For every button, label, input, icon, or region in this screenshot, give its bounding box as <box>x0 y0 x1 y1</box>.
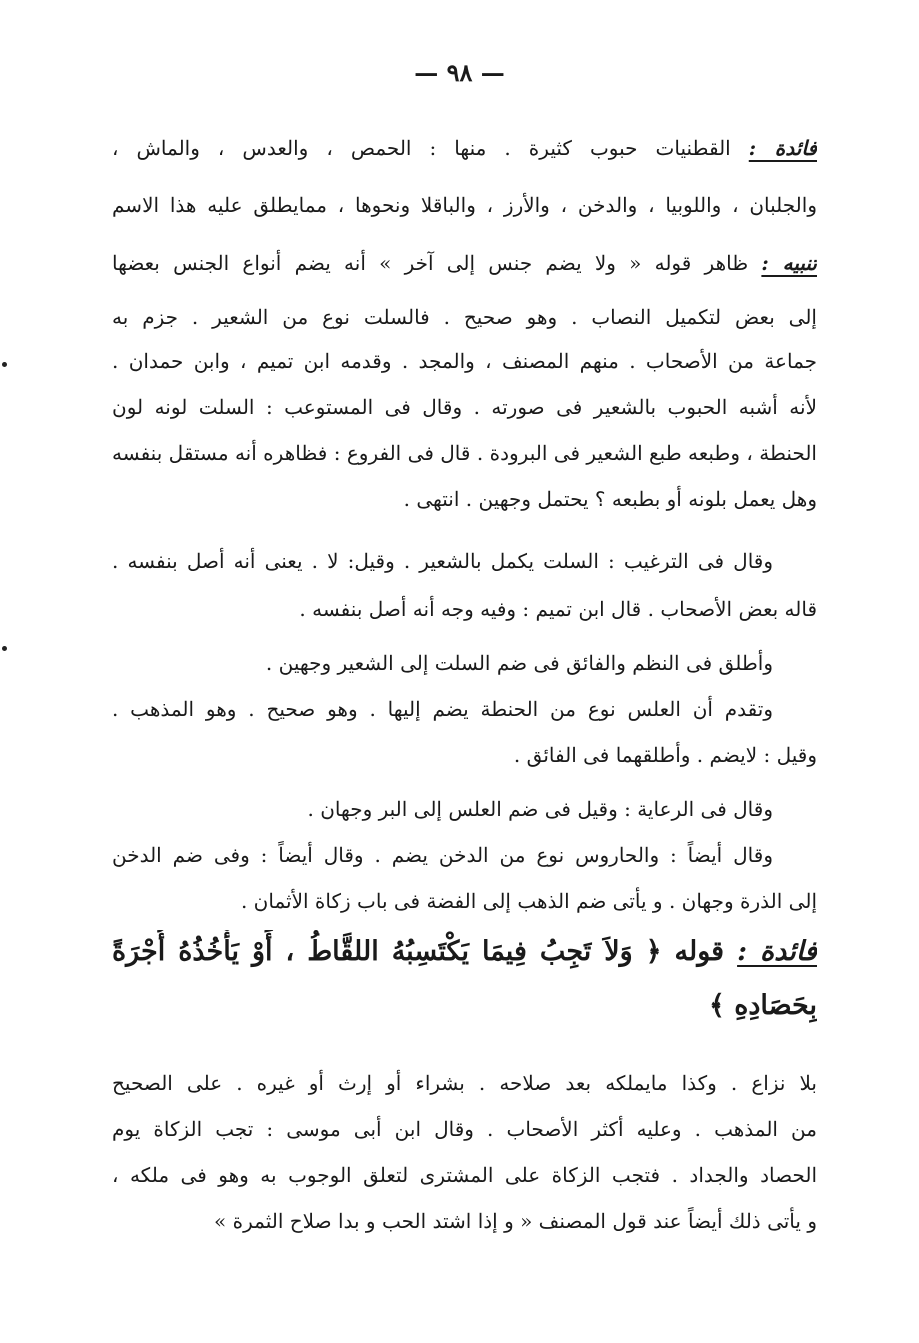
text-line: إلى بعض لتكميل النصاب . وهو صحيح . فالسلت نوع من الشعير . جزم به <box>112 305 817 329</box>
text-line: تنبيه : ظاهر قوله « ولا يضم جنس إلى آخر » أنه يضم أنواع الجنس بعضها <box>112 251 817 275</box>
paragraph-nazm <box>112 646 817 680</box>
note-label: فائدة : <box>737 936 817 967</box>
note-label: تنبيه : <box>761 251 817 275</box>
paragraph-qutniyat <box>112 131 817 165</box>
text-line: لأنه أشبه الحبوب بالشعير فى صورته . وقال فى المستوعب : السلت لونه لون <box>112 395 817 419</box>
text-line: جماعة من الأصحاب . منهم المصنف ، والمجد . وقدمه ابن تميم ، وابن حمدان . <box>112 349 817 373</box>
text-line: وقال فى الرعاية : وقيل فى ضم العلس إلى البر وجهان . <box>307 797 773 821</box>
scan-speck <box>2 646 7 651</box>
paragraph-bila-niza <box>112 1066 817 1238</box>
text-line: إلى الذرة وجهان . و يأتى ضم الذهب إلى الفضة فى باب زكاة الأثمان . <box>240 889 817 913</box>
text-line: الحنطة ، وطبعه طبع الشعير فى البرودة . قال فى الفروع : فظاهره أنه مستقل بنفسه <box>112 441 817 465</box>
paragraph-alas <box>112 692 817 772</box>
text-line: وقال أيضاً : والحاروس نوع من الدخن يضم . وقال أيضاً : وفى ضم الدخن <box>112 843 773 867</box>
text-line: فائدة : القطنيات حبوب كثيرة . منها : الحمص ، والعدس ، والماش ، <box>112 136 817 160</box>
paragraph-tanbih <box>112 246 817 280</box>
text-line: بلا نزاع . وكذا مايملكه بعد صلاحه . بشراء أو إرث أو غيره . على الصحيح <box>112 1071 817 1095</box>
scan-speck <box>2 362 7 367</box>
text-line: وتقدم أن العلس نوع من الحنطة يضم إليها . وهو صحيح . وهو المذهب . <box>112 697 773 721</box>
text-line: و يأتى ذلك أيضاً عند قول المصنف « و إذا اشتد الحب و بدا صلاح الثمرة » <box>214 1209 817 1233</box>
heading-line: فائدة : قوله ﴿ وَلاَ تَجِبُ فِيمَا يَكْتَسِبُهُ اللقَّاطُ ، أَوْ يَأْخُذُهُ أُجْرَةً <box>112 936 817 967</box>
page-number: — ٩٨ — <box>414 58 505 87</box>
text-line: الحصاد والجداد . فتجب الزكاة على المشترى لتعلق الوجوب به وهو فى ملكه ، <box>112 1163 817 1187</box>
paragraph-targhib <box>112 544 817 626</box>
quote-heading <box>112 930 817 1028</box>
text-line: قاله بعض الأصحاب . قال ابن تميم : وفيه وجه أنه أصل بنفسه . <box>299 597 817 621</box>
text-line: وأطلق فى النظم والفائق فى ضم السلت إلى الشعير وجهين . <box>265 651 773 675</box>
text-line: والجلبان ، واللوبيا ، والدخن ، والأرز ، والباقلا ونحوها ، ممايطلق عليه هذا الاسم <box>112 193 817 217</box>
note-label: فائدة : <box>748 136 817 160</box>
paragraph-tanbih-cont <box>112 300 817 516</box>
text-line: من المذهب . وعليه أكثر الأصحاب . وقال ابن أبى موسى : تجب الزكاة يوم <box>112 1117 817 1141</box>
text-line: وهل يعمل بلونه أو بطبعه ؟ يحتمل وجهين . انتهى . <box>403 487 817 511</box>
text-line: وقال فى الترغيب : السلت يكمل بالشعير . وقيل: لا . يعنى أنه أصل بنفسه . <box>112 549 773 573</box>
paragraph-riaya <box>112 792 817 826</box>
paragraph-qutniyat-cont <box>112 188 817 222</box>
text-line: وقيل : لايضم . وأطلقهما فى الفائق . <box>513 743 817 767</box>
heading-line: بِحَصَادِهِ ﴾ <box>709 990 817 1021</box>
paragraph-harus <box>112 838 817 918</box>
